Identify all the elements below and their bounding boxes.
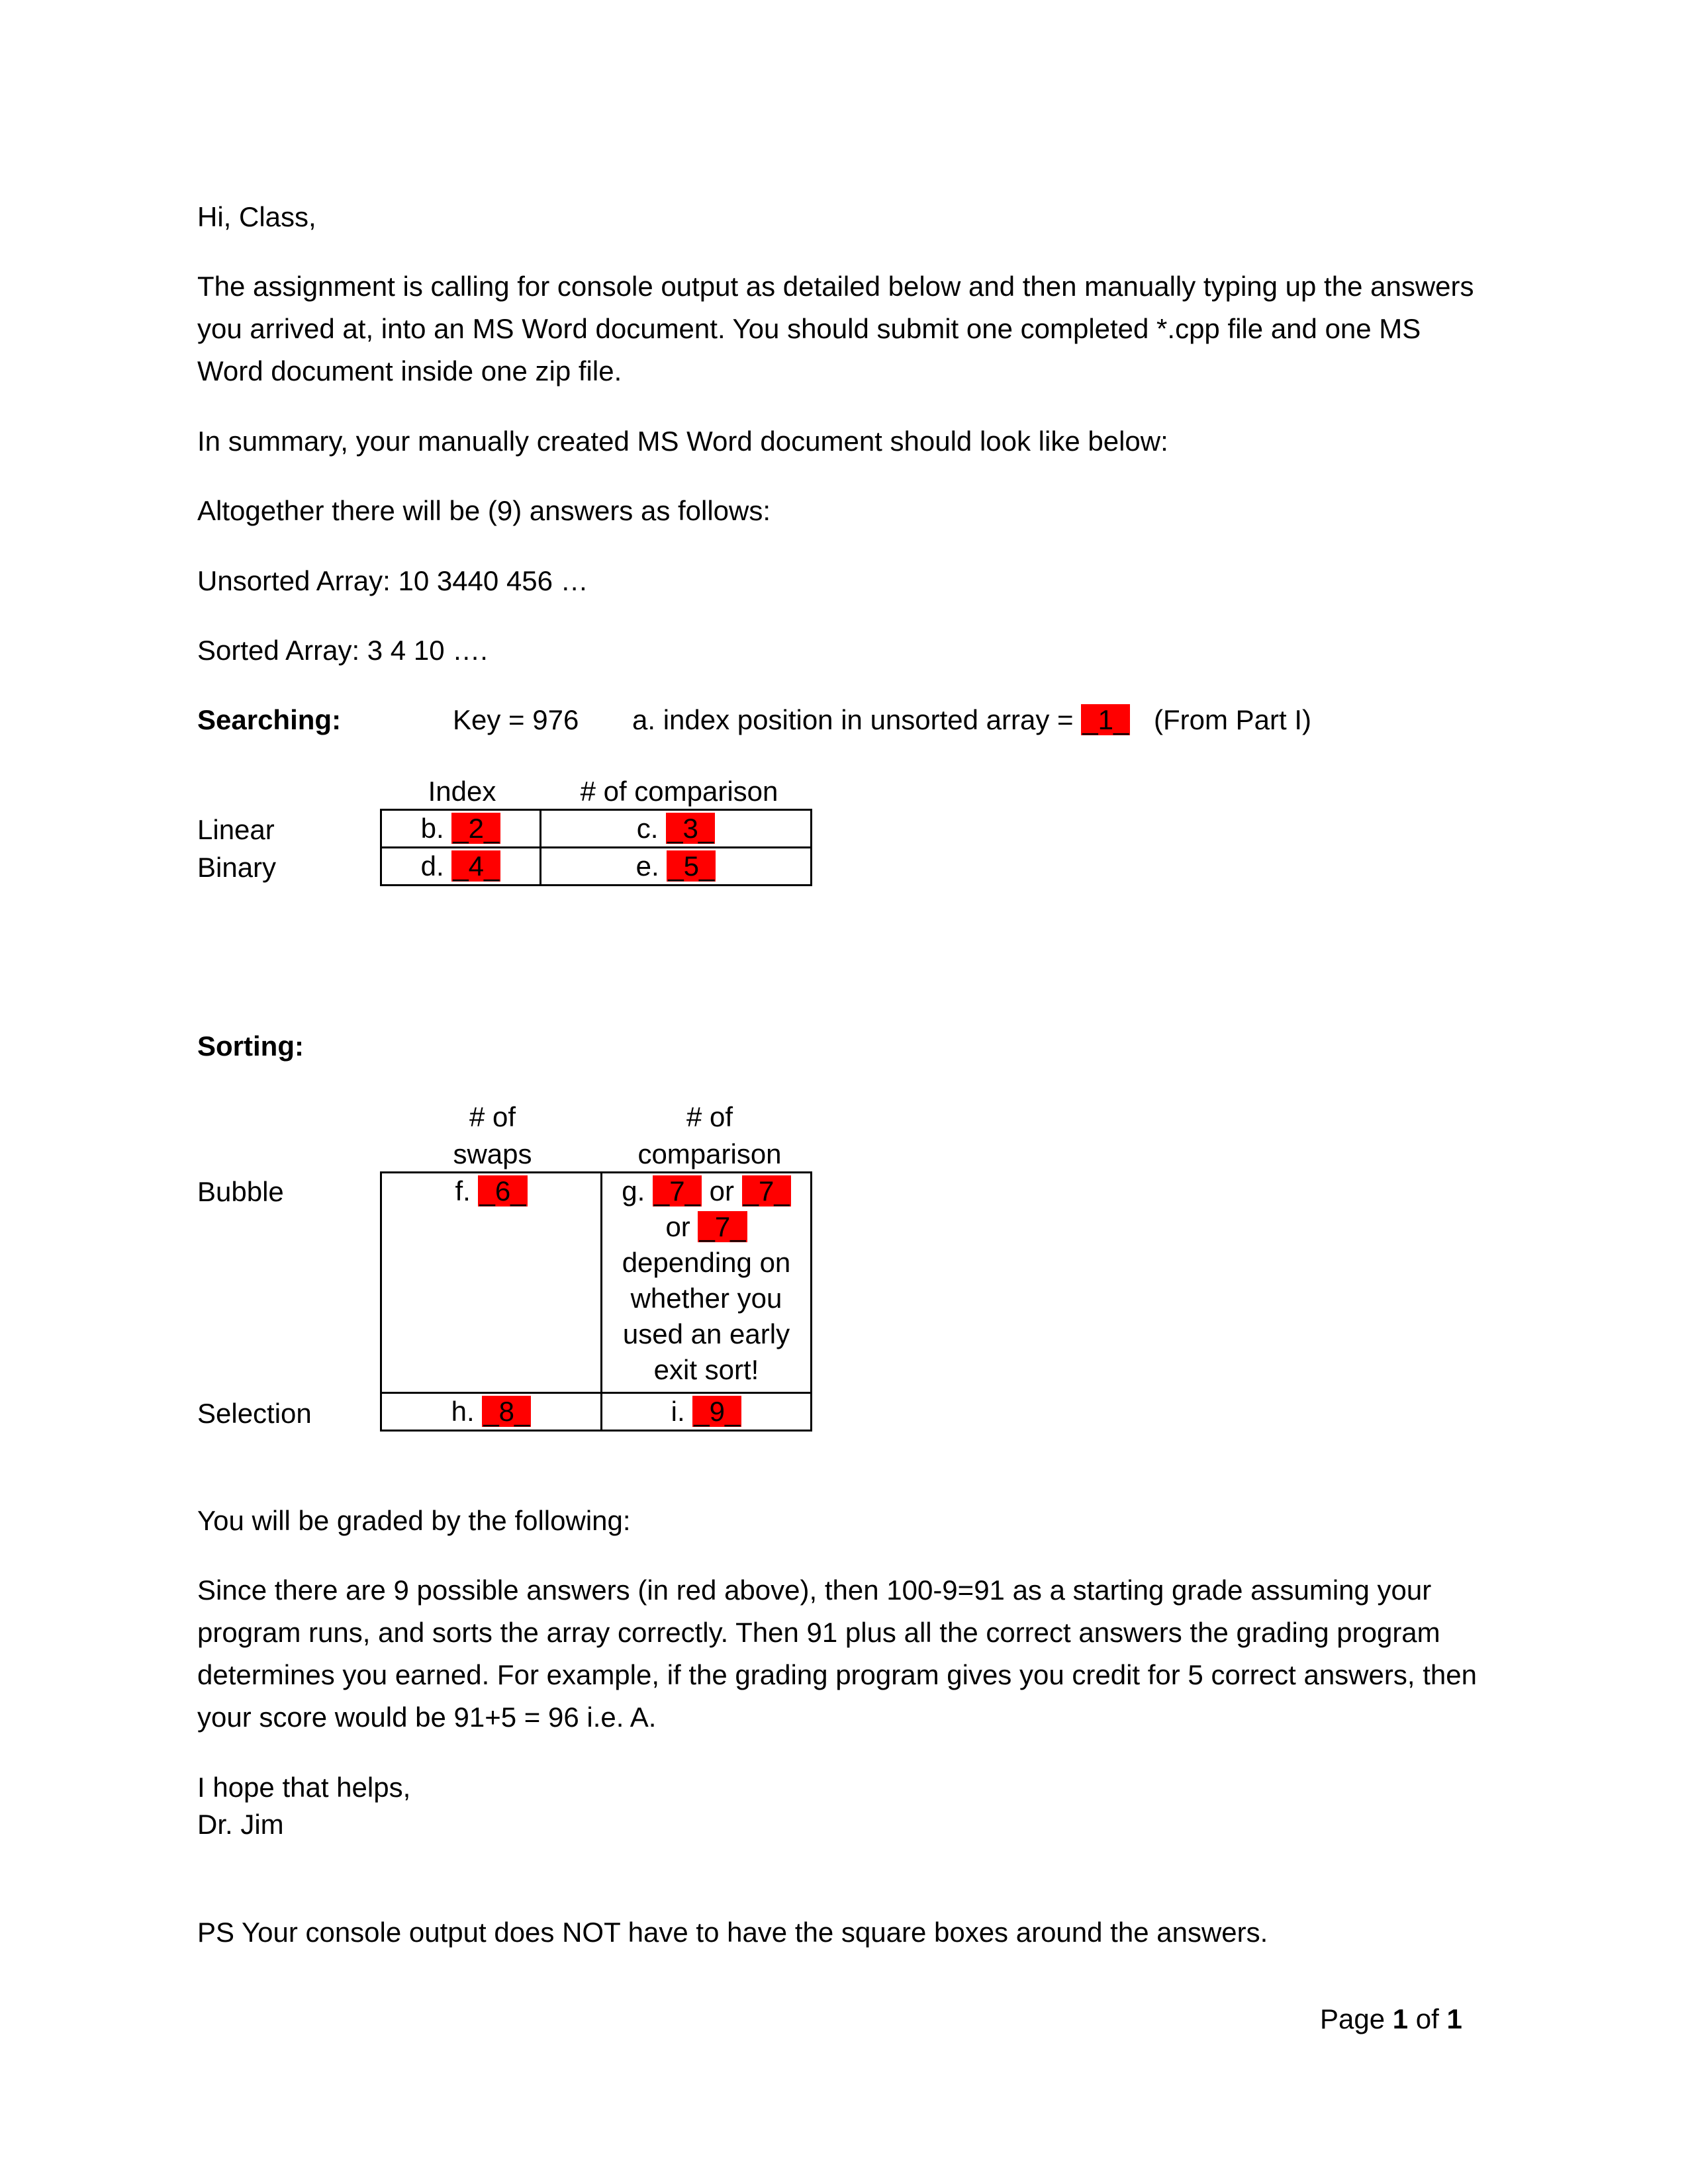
- grading-line-1: Since there are 9 possible answers (in red above), then 100-9=91 as a starting grade assuming your: [197, 1574, 1432, 1606]
- answer-e-prefix: e.: [635, 850, 659, 882]
- altogether-text: Altogether there will be (9) answers as follows:: [197, 495, 771, 526]
- search-key: Key = 976: [453, 704, 579, 735]
- answer-e: _5_: [668, 850, 715, 882]
- col-header-swaps: [381, 1099, 604, 1173]
- answer-g-2: _7_: [743, 1175, 790, 1206]
- grading-line-4: your score would be 91+5 = 96 i.e. A.: [197, 1702, 657, 1733]
- cell-bubble-swaps: [381, 1173, 602, 1393]
- searching-heading: Searching:: [197, 704, 342, 735]
- answer-h-prefix: h.: [451, 1396, 475, 1427]
- bubble-note-line-2: whether you: [630, 1283, 782, 1314]
- a-note: (From Part I): [1154, 704, 1311, 735]
- searching-table: [380, 809, 812, 886]
- footer-of-word: of: [1415, 2003, 1439, 2034]
- col-header-cmp-line-1: # of: [686, 1101, 733, 1132]
- table-row-linear: [381, 810, 812, 848]
- answer-b-prefix: b.: [420, 813, 444, 844]
- answer-c-prefix: c.: [636, 813, 659, 844]
- col-header-sort-comparison: [604, 1099, 816, 1173]
- signature: Dr. Jim: [197, 1809, 284, 1840]
- cell-selection-comparison: [602, 1393, 812, 1431]
- answer-f-prefix: f.: [455, 1175, 471, 1206]
- grading-line-3: determines you earned. For example, if the grading program gives you credit for 5 correct answers, then: [197, 1659, 1477, 1690]
- cell-binary-index: [381, 848, 541, 886]
- row-label-binary: Binary: [197, 852, 277, 883]
- unsorted-array: Unsorted Array: 10 3440 456 …: [197, 565, 588, 596]
- closing-text: I hope that helps,: [197, 1772, 411, 1803]
- index-position-question: [632, 703, 1311, 737]
- answer-i: _9_: [694, 1396, 741, 1427]
- col-header-swaps-line-2: swaps: [453, 1138, 532, 1169]
- table-row-binary: [381, 848, 812, 886]
- graded-heading: You will be graded by the following:: [197, 1505, 631, 1536]
- bubble-note-line-4: exit sort!: [653, 1354, 759, 1385]
- row-label-linear: Linear: [197, 814, 275, 845]
- table-row-bubble: [381, 1173, 812, 1393]
- bubble-note-line-3: used an early: [622, 1318, 790, 1349]
- cell-linear-comparison: [541, 810, 812, 848]
- a-label: a. index position in unsorted array =: [632, 704, 1074, 735]
- answer-g-3: _7_: [699, 1211, 746, 1242]
- sorting-table: [380, 1171, 812, 1432]
- cell-binary-comparison: [541, 848, 812, 886]
- answer-i-prefix: i.: [671, 1396, 685, 1427]
- sorted-array: Sorted Array: 3 4 10 ….: [197, 635, 488, 666]
- summary-text: In summary, your manually created MS Word document should look like below:: [197, 426, 1168, 457]
- row-label-selection: Selection: [197, 1398, 312, 1429]
- col-header-comparison: # of comparison: [580, 776, 778, 807]
- cell-linear-index: [381, 810, 541, 848]
- answer-d-prefix: d.: [420, 850, 444, 882]
- cell-selection-swaps: [381, 1393, 602, 1431]
- col-header-swaps-line-1: # of: [469, 1101, 516, 1132]
- answer-b: _2_: [453, 813, 500, 844]
- intro-line-1: The assignment is calling for console output as detailed below and then manually typing up the answers: [197, 271, 1474, 302]
- row-label-bubble: Bubble: [197, 1176, 284, 1207]
- bubble-cmp-line-2: [602, 1209, 810, 1245]
- answer-g-1: _7_: [653, 1175, 700, 1206]
- or-text-1: or: [709, 1175, 735, 1206]
- footer-page-total: 1: [1446, 2003, 1462, 2034]
- or-text-2: or: [665, 1211, 690, 1242]
- answer-c: _3_: [667, 813, 714, 844]
- sorting-heading: Sorting:: [197, 1030, 304, 1062]
- answer-a: _1_: [1082, 704, 1129, 735]
- answer-g-prefix: g.: [622, 1175, 645, 1206]
- intro-line-2: you arrived at, into an MS Word document. You should submit one completed *.cpp file and one MS: [197, 313, 1421, 344]
- intro-line-3: Word document inside one zip file.: [197, 355, 622, 387]
- ps-note: PS Your console output does NOT have to have the square boxes around the answers.: [197, 1917, 1268, 1948]
- grading-line-2: program runs, and sorts the array correctly. Then 91 plus all the correct answers the grading program: [197, 1617, 1440, 1648]
- answer-d: _4_: [453, 850, 500, 882]
- bubble-note-line-1: depending on: [622, 1247, 791, 1278]
- col-header-index: Index: [428, 776, 496, 807]
- cell-bubble-comparison: [602, 1173, 812, 1393]
- footer-page-number: 1: [1392, 2003, 1409, 2034]
- answer-f: _6_: [479, 1175, 526, 1206]
- answer-h: _8_: [483, 1396, 530, 1427]
- footer-page-word: Page: [1320, 2003, 1385, 2034]
- page-footer: [1320, 2002, 1462, 2036]
- col-header-cmp-line-2: comparison: [637, 1138, 782, 1169]
- greeting: Hi, Class,: [197, 201, 316, 232]
- bubble-cmp-line-1: [602, 1173, 810, 1209]
- table-row-selection: [381, 1393, 812, 1431]
